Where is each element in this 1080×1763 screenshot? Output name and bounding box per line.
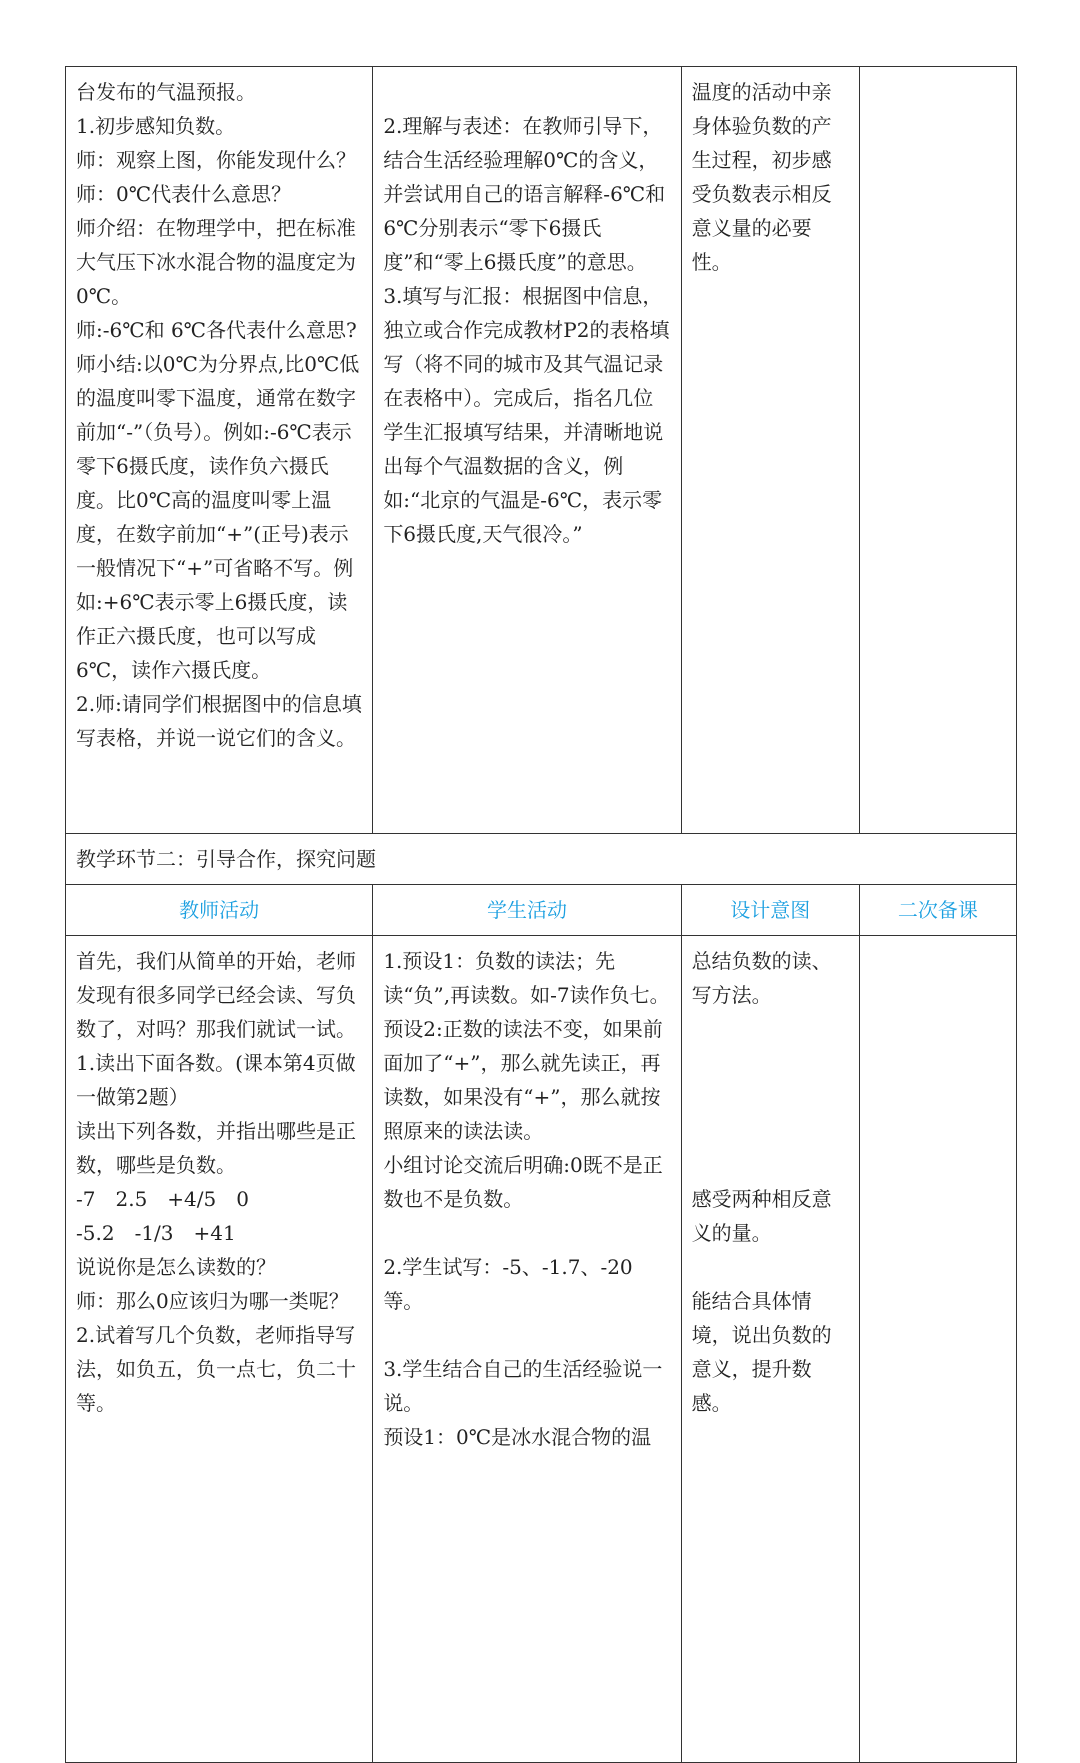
student-text: 2.学生试写：-5、-1.7、-20等。 — [383, 1255, 633, 1313]
teacher-activity-cell — [66, 936, 373, 1763]
student-text: 3.学生结合自己的生活经验说一说。 — [383, 1357, 663, 1415]
teacher-text: 师小结:以0℃为分界点,比0℃低的温度叫零下温度，通常在数字前加“-”（负号）。例如:-6℃表示零下6摄氏度，读作负六摄氏度。比0℃高的温度叫零上温度，在数字前加“+”(正号)表示一般情况下“+”可省略不写。例如:+6℃表示零上6摄氏度，读作正六摄氏度，也可以写成6℃，读作六摄氏度。 — [76, 352, 360, 682]
second-prep-cell — [859, 936, 1016, 1763]
section-title: 教学环节二：引导合作，探究问题 — [66, 834, 1017, 885]
design-intent-cell — [681, 67, 859, 834]
teacher-text: 师介绍：在物理学中，把在标准大气压下冰水混合物的温度定为0℃。 — [76, 216, 356, 308]
teacher-text: 2.师:请同学们根据图中的信息填写表格，并说一说它们的含义。 — [76, 692, 362, 750]
student-text: 1.预设1：负数的读法；先读“负”,再读数。如-7读作负七。 — [383, 949, 670, 1007]
teacher-text: 台发布的气温预报。 — [76, 80, 256, 104]
lesson-plan-table — [65, 66, 1017, 1763]
table-row — [66, 67, 1017, 834]
teacher-text: 师：观察上图，你能发现什么？ — [76, 148, 356, 172]
teacher-text: 师：0℃代表什么意思？ — [76, 182, 292, 206]
teacher-text: 读出下列各数，并指出哪些是正数，哪些是负数。 — [76, 1119, 356, 1177]
teacher-text: 1.初步感知负数。 — [76, 114, 236, 138]
teacher-text: -5.2 -1/3 +41 — [76, 1221, 236, 1245]
table-row — [66, 936, 1017, 1763]
design-text: 感受两种相反意义的量。 — [691, 1187, 832, 1245]
student-activity-cell — [373, 67, 681, 834]
student-text: 预设2:正数的读法不变，如果前面加了“+”，那么就先读正，再读数，如果没有“+”，那么就按照原来的读法读。 — [383, 1017, 663, 1143]
teacher-text: -7 2.5 +4/5 0 — [76, 1187, 249, 1211]
teacher-text: 师:-6℃和 6℃各代表什么意思? — [76, 318, 357, 342]
teacher-text: 师：那么0应该归为哪一类呢？ — [76, 1289, 349, 1313]
teacher-text: 说说你是怎么读数的？ — [76, 1255, 276, 1279]
student-text: 3.填写与汇报：根据图中信息，独立或合作完成教材P2的表格填写（将不同的城市及其气温记录在表格中）。完成后，指名几位学生汇报填写结果，并清晰地说出每个气温数据的含义，例如:“北京的气温是-6℃，表示零下6摄氏度,天气很冷。” — [383, 284, 670, 546]
design-text: 总结负数的读、写方法。 — [691, 949, 832, 1007]
student-text: 小组讨论交流后明确:0既不是正数也不是负数。 — [383, 1153, 663, 1211]
student-activity-cell — [373, 936, 681, 1763]
header-student: 学生活动 — [373, 885, 681, 936]
student-text: 预设1：0℃是冰水混合物的温 — [383, 1425, 652, 1449]
teacher-text: 首先，我们从简单的开始，老师发现有很多同学已经会读、写负数了，对吗？那我们就试一试。 — [76, 949, 356, 1041]
teacher-text: 1.读出下面各数。(课本第4页做一做第2题） — [76, 1051, 356, 1109]
header-row — [66, 885, 1017, 936]
header-teacher: 教师活动 — [66, 885, 373, 936]
design-text: 能结合具体情境，说出负数的意义，提升数感。 — [691, 1289, 832, 1415]
teacher-text: 2.试着写几个负数，老师指导写法，如负五，负一点七，负二十等。 — [76, 1323, 356, 1415]
design-text: 温度的活动中亲身体验负数的产生过程，初步感受负数表示相反意义量的必要性。 — [691, 80, 832, 274]
teacher-activity-cell — [66, 67, 373, 834]
second-prep-cell — [859, 67, 1016, 834]
design-intent-cell — [681, 936, 859, 1763]
header-second: 二次备课 — [859, 885, 1016, 936]
header-design: 设计意图 — [681, 885, 859, 936]
section-row — [66, 834, 1017, 885]
student-text: 2.理解与表述：在教师引导下，结合生活经验理解0℃的含义，并尝试用自己的语言解释-6℃和6℃分别表示“零下6摄氏度”和“零上6摄氏度”的意思。 — [383, 114, 666, 274]
